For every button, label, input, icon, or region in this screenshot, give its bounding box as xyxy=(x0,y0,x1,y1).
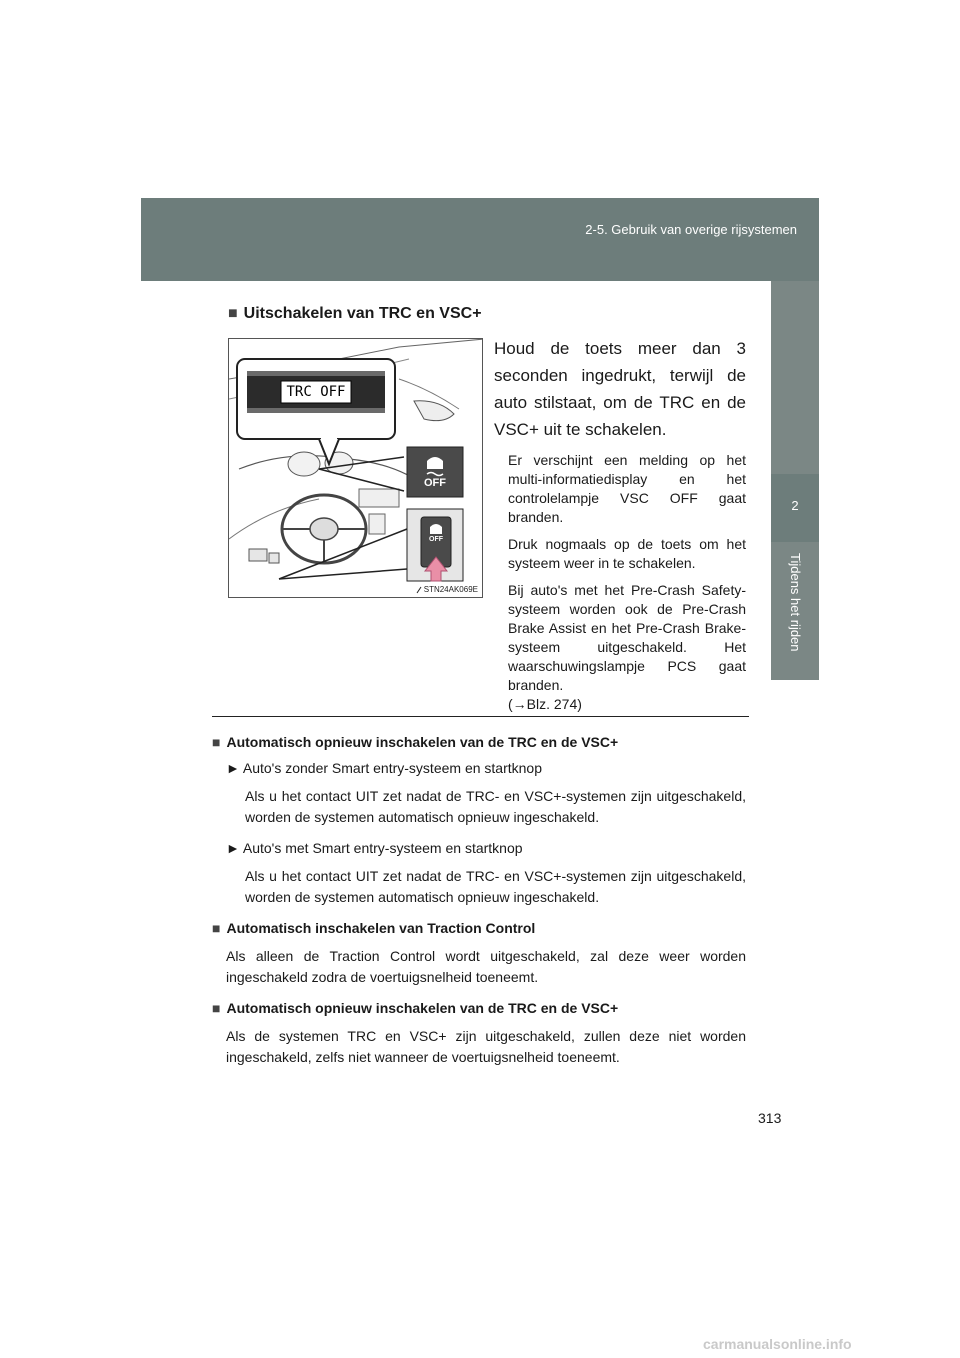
triangle-right-icon: ► xyxy=(226,840,240,856)
square-bullet-icon: ■ xyxy=(212,920,221,936)
chapter-number: 2 xyxy=(791,498,799,513)
right-column xyxy=(494,335,746,722)
section-divider xyxy=(212,716,749,717)
note-message: Er verschijnt een melding op het multi-informatiedisplay en het controlelampje VSC OFF gaat branden. xyxy=(508,452,746,525)
section-title-text: Uitschakelen van TRC en VSC+ xyxy=(243,305,482,322)
arrow-item-with-smart-entry xyxy=(226,840,746,856)
watermark: carmanualsonline.info xyxy=(703,1336,852,1352)
note-reenable: Druk nogmaals op de toets om het systeem weer in te schakelen. xyxy=(508,536,746,571)
display-text: TRC OFF xyxy=(286,384,346,400)
section-title xyxy=(228,305,482,323)
subheading-traction-control xyxy=(212,920,746,936)
note-page-reference: (→Blz. 274) xyxy=(508,696,582,712)
square-bullet-icon: ■ xyxy=(212,734,221,750)
triangle-right-icon: ► xyxy=(226,760,240,776)
header-band xyxy=(141,198,819,281)
dashboard-drawing xyxy=(229,339,483,598)
note-pre-crash: Bij auto's met het Pre-Crash Safety-systeem worden ook de Pre-Crash Brake Assist en het Pre-Crash Brake-systeem uitgeschakeld. Het waarschuwingslampje PCS gaat branden. xyxy=(508,582,746,693)
lead-paragraph: Houd de toets meer dan 3 seconden ingedrukt, terwijl de auto stilstaat, om de TRC en de VSC+ uit te schakelen. xyxy=(494,339,746,439)
dashboard-illustration xyxy=(228,338,483,598)
arrow-item-label: Auto's zonder Smart entry-systeem en startknop xyxy=(242,760,542,776)
paragraph-traction-control: Als alleen de Traction Control wordt uitgeschakeld, zal deze weer worden ingeschakeld zodra de voertuigsnelheid toeneemt. xyxy=(226,948,746,985)
subheading-text: Automatisch opnieuw inschakelen van de TRC en de VSC+ xyxy=(226,1000,619,1016)
arrow-item-without-smart-entry xyxy=(226,760,746,776)
side-tab-top xyxy=(771,281,819,474)
square-bullet-icon: ■ xyxy=(228,305,238,322)
page-number: 313 xyxy=(758,1110,782,1126)
figure-code: STN24AK069E xyxy=(423,585,478,594)
switch-off-label: OFF xyxy=(429,536,443,543)
paragraph-systems-off: Als de systemen TRC en VSC+ zijn uitgeschakeld, zullen deze niet worden ingeschakeld, zelfs niet wanneer de voertuigsnelheid toeneemt. xyxy=(226,1028,746,1065)
subheading-text: Automatisch inschakelen van Traction Control xyxy=(226,920,536,936)
lower-notes xyxy=(212,734,746,1080)
subheading-text: Automatisch opnieuw inschakelen van de TRC en de VSC+ xyxy=(226,734,619,750)
indicator-off-label: OFF xyxy=(424,477,446,489)
paragraph-with-smart-entry: Als u het contact UIT zet nadat de TRC- en VSC+-systemen zijn uitgeschakeld, worden de systemen automatisch opnieuw ingeschakeld. xyxy=(245,868,746,905)
header-section-title: 2-5. Gebruik van overige rijsystemen xyxy=(585,222,797,237)
subheading-auto-reenable xyxy=(212,734,746,750)
side-tab-chapter xyxy=(771,474,819,542)
subheading-auto-reenable-2 xyxy=(212,1000,746,1016)
arrow-item-label: Auto's met Smart entry-systeem en startknop xyxy=(242,840,523,856)
chapter-title: Tijdens het rijden xyxy=(788,553,803,652)
paragraph-without-smart-entry: Als u het contact UIT zet nadat de TRC- en VSC+-systemen zijn uitgeschakeld, worden de systemen automatisch opnieuw ingeschakeld. xyxy=(245,788,746,825)
square-bullet-icon: ■ xyxy=(212,1000,221,1016)
